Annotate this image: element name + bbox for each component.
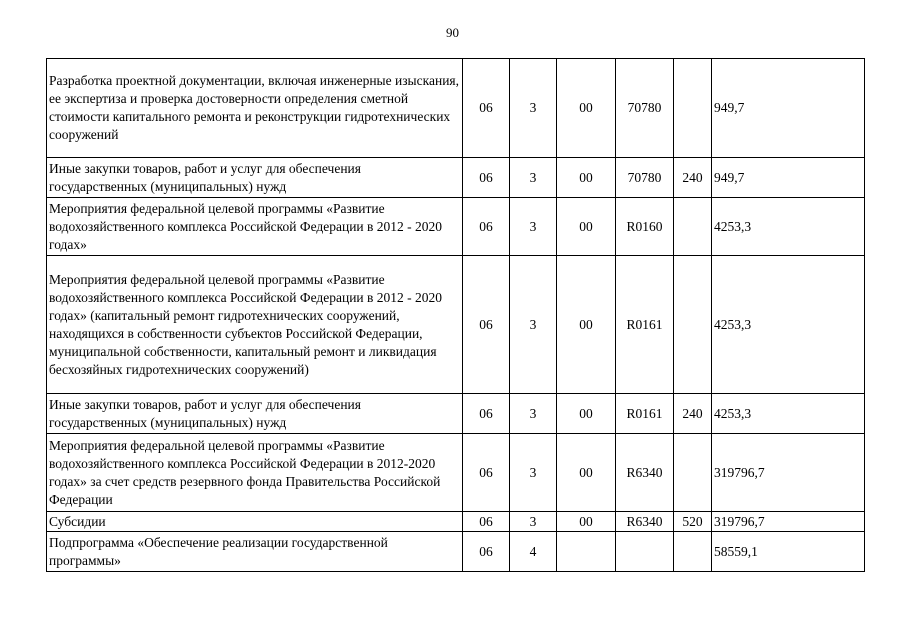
budget-table [46,58,865,572]
subsection-code: 3 [510,512,557,532]
program-code: 00 [557,198,616,256]
program-code: 00 [557,512,616,532]
section-code: 06 [463,434,510,512]
subsection-code: 3 [510,434,557,512]
subsection-code: 4 [510,532,557,572]
table-row [47,512,865,532]
program-code: 00 [557,394,616,434]
target-article-code: R0161 [616,256,674,394]
target-article-code: R0161 [616,394,674,434]
amount: 949,7 [712,59,865,158]
program-code: 00 [557,59,616,158]
table-row [47,394,865,434]
target-article-code: R0160 [616,198,674,256]
table-row [47,158,865,198]
section-code: 06 [463,256,510,394]
row-name: Иные закупки товаров, работ и услуг для обеспечения государственных (муниципальных) нужд [47,158,463,198]
section-code: 06 [463,512,510,532]
program-code: 00 [557,434,616,512]
program-code [557,532,616,572]
target-article-code: 70780 [616,158,674,198]
row-name: Иные закупки товаров, работ и услуг для обеспечения государственных (муниципальных) нужд [47,394,463,434]
table-row [47,59,865,158]
row-name: Мероприятия федеральной целевой программы «Развитие водохозяйственного комплекса Российской Федерации в 2012 - 2020 годах» [47,198,463,256]
amount: 949,7 [712,158,865,198]
amount: 4253,3 [712,394,865,434]
expense-type-code: 240 [674,158,712,198]
subsection-code: 3 [510,158,557,198]
section-code: 06 [463,394,510,434]
target-article-code [616,532,674,572]
expense-type-code: 520 [674,512,712,532]
subsection-code: 3 [510,256,557,394]
table-row [47,198,865,256]
expense-type-code [674,256,712,394]
table-row [47,434,865,512]
amount: 58559,1 [712,532,865,572]
section-code: 06 [463,59,510,158]
row-name: Разработка проектной документации, включая инженерные изыскания, ее экспертиза и проверка достоверности определения сметной стоимости капитального ремонта и реконструкции гидротехнических сооружений [47,59,463,158]
amount: 319796,7 [712,434,865,512]
row-name: Мероприятия федеральной целевой программы «Развитие водохозяйственного комплекса Российской Федерации в 2012-2020 годах» за счет средств резервного фонда Правительства Российской Федерации [47,434,463,512]
subsection-code: 3 [510,394,557,434]
expense-type-code: 240 [674,394,712,434]
target-article-code: 70780 [616,59,674,158]
program-code: 00 [557,158,616,198]
section-code: 06 [463,198,510,256]
page-number: 90 [446,25,459,40]
amount: 4253,3 [712,256,865,394]
subsection-code: 3 [510,198,557,256]
target-article-code: R6340 [616,434,674,512]
expense-type-code [674,532,712,572]
section-code: 06 [463,532,510,572]
table-row [47,532,865,572]
row-name: Субсидии [47,512,463,532]
row-name: Мероприятия федеральной целевой программы «Развитие водохозяйственного комплекса Российской Федерации в 2012 - 2020 годах» (капитальный ремонт гидротехнических сооружений, находящихся в собственности субъектов Российской Федерации, муниципальной собственности, капитальный ремонт и ликвидация бесхозяйных гидротехнических сооружений) [47,256,463,394]
table-row [47,256,865,394]
amount: 319796,7 [712,512,865,532]
subsection-code: 3 [510,59,557,158]
expense-type-code [674,434,712,512]
expense-type-code [674,59,712,158]
amount: 4253,3 [712,198,865,256]
expense-type-code [674,198,712,256]
program-code: 00 [557,256,616,394]
section-code: 06 [463,158,510,198]
row-name: Подпрограмма «Обеспечение реализации государственной программы» [47,532,463,572]
target-article-code: R6340 [616,512,674,532]
